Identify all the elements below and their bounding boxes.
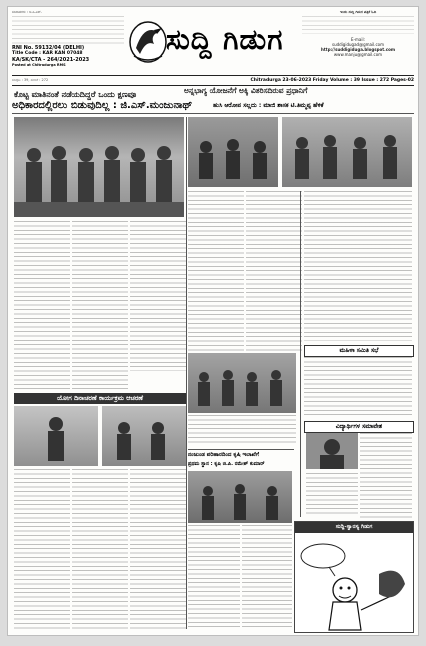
award-photo <box>188 471 292 523</box>
column-text-8 <box>360 433 412 519</box>
newspaper-page <box>7 6 419 636</box>
column-text-15 <box>242 525 292 629</box>
column-text-5 <box>246 191 302 351</box>
column-text-7 <box>304 357 412 417</box>
contact-text-lines <box>302 16 414 34</box>
center-lower-divider <box>188 449 294 450</box>
center-lower-headline: ಪ್ರಥಮ ಸ್ಥಾನ : ಕೃಷಿ ಜಿ.ಪಿ. ರಮೇಶ್ ಕುಮಾರ್ <box>188 461 265 467</box>
seated-figures-icon <box>188 117 278 187</box>
email-label: E-mail: <box>351 37 365 42</box>
blog-link[interactable]: http://suddigiduga.blogspot.com <box>321 47 395 52</box>
registration-text-lines <box>12 16 124 44</box>
group-figures-icon <box>14 117 184 217</box>
column-text-13 <box>130 469 186 629</box>
column-text-2 <box>72 221 128 391</box>
headline-divider <box>12 113 414 114</box>
cartoon-drawing-icon <box>295 534 413 632</box>
yoga-photo-1 <box>14 406 98 466</box>
masthead-logo <box>126 10 296 72</box>
portrait-figure-icon <box>306 433 358 469</box>
column-rule-right <box>300 191 301 517</box>
cartoon-panel <box>294 521 414 633</box>
yoga-heading: ಯೋಗ ದಿನಾಚರಣೆ ಕಾರ್ಯಕ್ರಮ ಆಚರಣೆ <box>14 393 186 404</box>
masthead <box>12 10 414 74</box>
story2-headline: ಹುಸಿ ಆರೋಪ ಸಲ್ಲದು : ಮಾಜಿ ಶಾಸಕ ಟಿ.ತಿಮ್ಮಪ್ಪ ಹೆಳಿಕೆ <box>213 102 324 109</box>
portrait-photo-1 <box>306 433 358 469</box>
column-text-1 <box>14 221 70 391</box>
column-rule-center <box>186 117 187 629</box>
column-text-6 <box>304 191 412 341</box>
column-text-10 <box>188 415 296 445</box>
tagline: ಇಂದು ಸುದ್ದಿ ಗಿಡುಗ ಪತ್ರಿಕೆ ಓದಿ <box>339 10 377 14</box>
story2-kicker: ಅನ್ನಭಾಗ್ಯ ಯೋಜನೆಗೆ ಅಕ್ಕಿ ವಿತರಿಸದಿರುವ ಪ್ರಧಾನಿಗೆ <box>184 86 308 95</box>
center-lower-kicker: ನಂಜುಂಡ ಪರಿಹಾರದಿಂದ ಕೃಷಿ ಇಲಾಖೆಗೆ <box>188 452 259 458</box>
column-text-11 <box>14 469 70 629</box>
column-text-9 <box>306 473 358 517</box>
right-box-1-heading: ಮಹಿಳಾ ಸಮಿತಿ ಸಭೆ <box>304 345 414 357</box>
editor-line: ಸಂಪಾದಕರು : ಬಿ.ಸಿ.ಎಸ್. <box>12 10 42 14</box>
officials-photo <box>282 117 412 187</box>
yoga-figure-icon <box>14 406 98 466</box>
column-text-14 <box>188 525 240 629</box>
protest-photo <box>14 117 184 217</box>
story1-headline: ಅಧಿಕಾರದಲ್ಲಿರಲು ಬಿಡುವುದಿಲ್ಲ : ಜಿ.ಎಸ್.ಮಂಜುನಾಥ್ <box>12 100 193 111</box>
cartoon-heading: ಸುದ್ದಿ-ಸ್ವಾರಸ್ಯ ಗಿಡುಗ <box>295 522 413 533</box>
yoga-photo-2 <box>102 406 186 466</box>
dateline-bar <box>12 75 414 86</box>
title-code: Title Code : KAR KAN 07048 <box>12 51 83 56</box>
column-text-12 <box>72 469 128 629</box>
meeting-figures-icon <box>188 353 296 413</box>
newspaper-title: ಸುದ್ದಿ ಗಿಡುಗ <box>166 23 284 56</box>
date-volume: Chitradurga 23-06-2023 Friday Volume : 39 Issue : 272 Pages-02 <box>250 78 414 83</box>
right-box-2-heading: ವಿದ್ಯಾರ್ಥಿಗಳ ಸಮಾವೇಶ <box>304 421 414 433</box>
contact-block <box>302 10 414 72</box>
volume-issue: ಸಂಪುಟ : 39, ಸಂಚಿಕೆ : 272 <box>12 78 49 82</box>
column-text-4 <box>188 191 244 351</box>
postal-registration: KA/SK/CTA - 264/2021-2023 <box>12 56 90 63</box>
registration-block <box>12 10 124 72</box>
group-meeting-photo <box>188 353 296 413</box>
story1-kicker: ಕೊಟ್ಟ ಮಾತಿನಂತೆ ನಡೆಯದಿದ್ದರೆ ಒಂದು ಕ್ಷಣವೂ <box>14 90 137 99</box>
award-figures-icon <box>188 471 292 523</box>
rni-number: RNI No. 59132/04 (DELHI) <box>12 45 85 51</box>
website-link[interactable]: www.manju@gmail.com <box>333 52 383 57</box>
column-text-3 <box>130 221 186 371</box>
officials-figures-icon <box>282 117 412 187</box>
posted-at: Posted at Chitradurga RMS <box>12 62 66 67</box>
email-link[interactable]: suddigidugad@gmail.com <box>332 42 384 47</box>
meeting-photo <box>188 117 278 187</box>
yoga-group-icon <box>102 406 186 466</box>
